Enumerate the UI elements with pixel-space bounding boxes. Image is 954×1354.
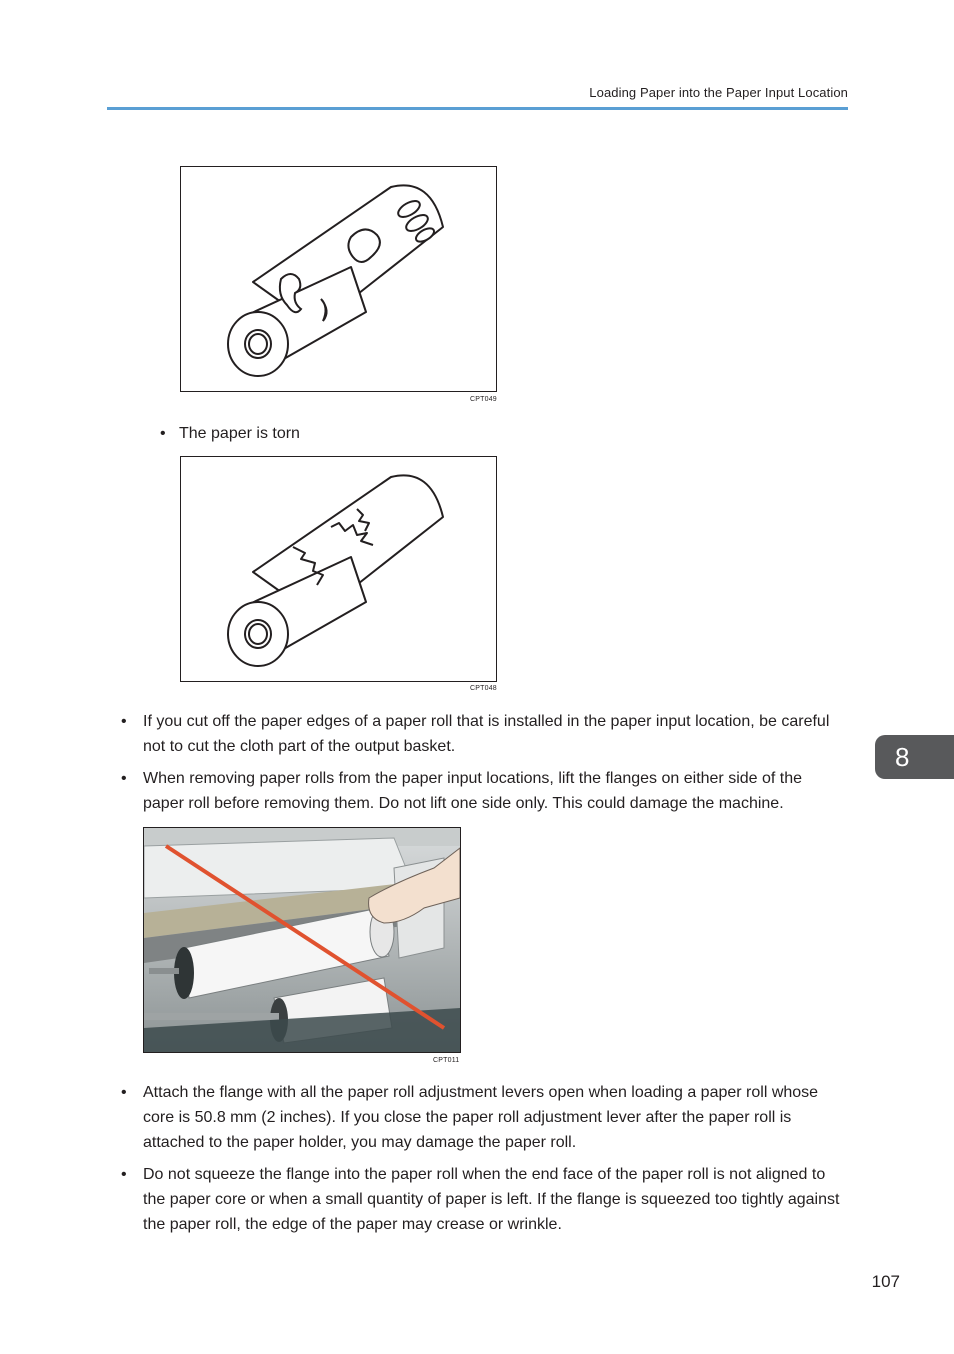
printer-flange-removal-icon bbox=[144, 828, 460, 1052]
figure-printer-photo bbox=[143, 827, 461, 1053]
bullet-line: the paper core or when a small quantity of paper is left. If the flange is squeezed too tightly against bbox=[143, 1191, 840, 1208]
figure-code-label: CPT048 bbox=[470, 685, 497, 692]
figure-code-label: CPT011 bbox=[433, 1057, 460, 1064]
bullet-line: If you cut off the paper edges of a paper roll that is installed in the paper input location, be careful bbox=[143, 713, 830, 730]
bullet-line: core is 50.8 mm (2 inches). If you close the paper roll adjustment lever after the paper roll is bbox=[143, 1109, 792, 1126]
bullet-dot: • bbox=[121, 1084, 127, 1101]
page-number: 107 bbox=[871, 1272, 900, 1291]
bullet-line: not to cut the cloth part of the output basket. bbox=[143, 738, 456, 755]
figure-code-label: CPT049 bbox=[470, 396, 497, 403]
bullet-dot: • bbox=[160, 425, 166, 442]
bullet-item bbox=[121, 709, 853, 759]
bullet-line: paper roll before removing them. Do not lift one side only. This could damage the machine. bbox=[143, 795, 784, 812]
bullet-item bbox=[121, 766, 853, 816]
torn-paper-roll-icon bbox=[181, 457, 496, 681]
stained-paper-roll-icon bbox=[181, 167, 496, 391]
sub-bullet-item bbox=[160, 421, 300, 446]
bullet-item bbox=[121, 1080, 853, 1155]
bullet-dot: • bbox=[121, 713, 127, 730]
header-rule bbox=[107, 107, 848, 110]
bullet-line: attached to the paper holder, you may damage the paper roll. bbox=[143, 1134, 577, 1151]
figure-torn-roll bbox=[180, 456, 497, 682]
bullet-line: Do not squeeze the flange into the paper roll when the end face of the paper roll is not aligned to bbox=[143, 1166, 826, 1183]
chapter-tab: 8 bbox=[875, 735, 954, 779]
bullet-line: Attach the flange with all the paper roll adjustment levers open when loading a paper roll whose bbox=[143, 1084, 819, 1101]
bullet-dot: • bbox=[121, 1166, 127, 1183]
running-header: Loading Paper into the Paper Input Location bbox=[589, 85, 848, 100]
bullet-line: the paper roll, the edge of the paper may crease or wrinkle. bbox=[143, 1216, 562, 1233]
bullet-item bbox=[121, 1162, 853, 1237]
bullet-line: When removing paper rolls from the paper input locations, lift the flanges on either side of the bbox=[143, 770, 803, 787]
figure-stained-roll bbox=[180, 166, 497, 392]
bullet-dot: • bbox=[121, 770, 127, 787]
sub-bullet-text: The paper is torn bbox=[179, 425, 300, 442]
